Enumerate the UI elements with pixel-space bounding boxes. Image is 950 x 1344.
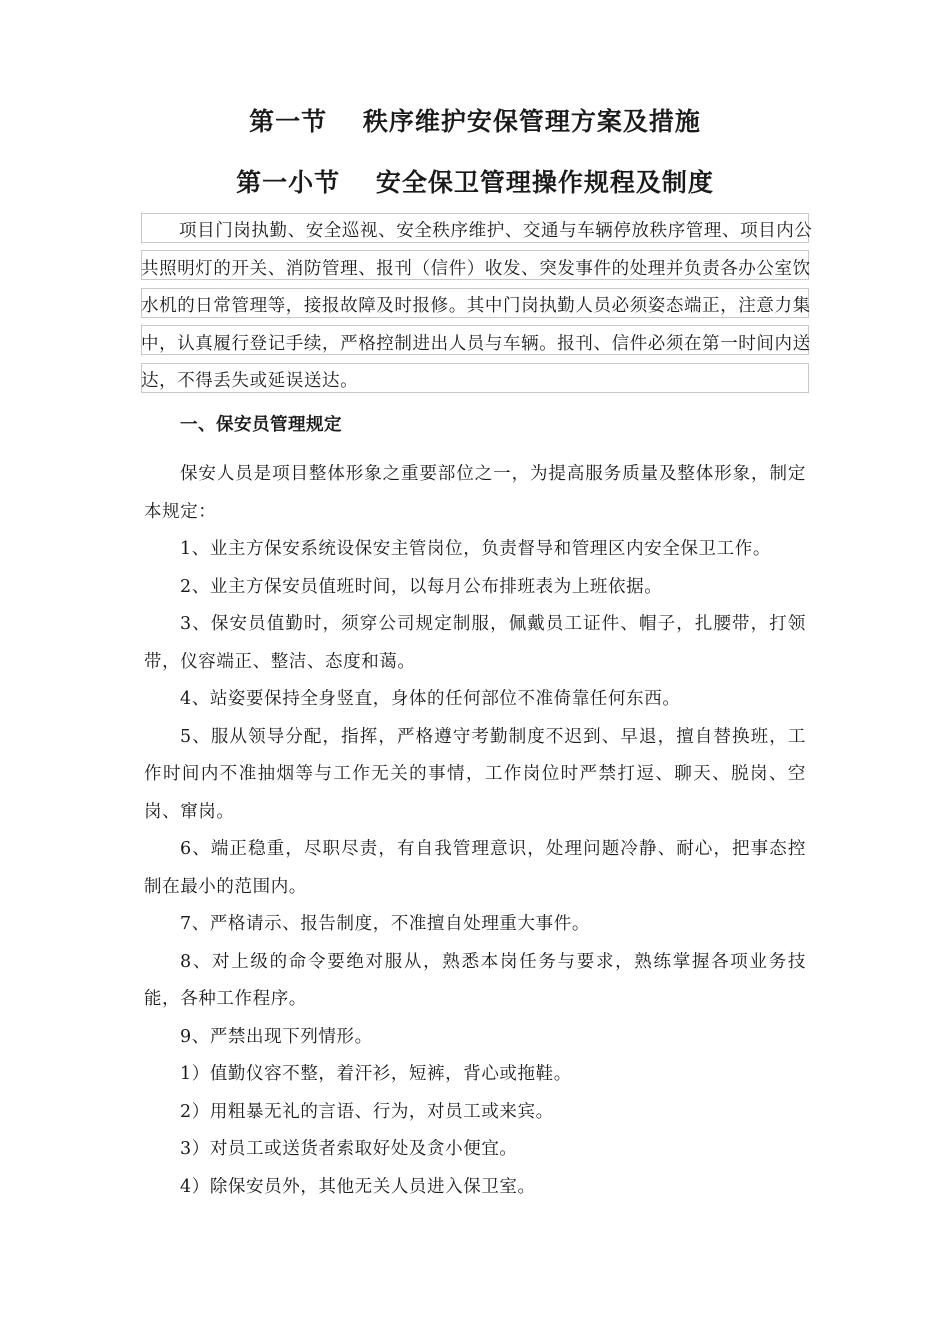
intro-text-box [141,213,813,393]
rule-item: 4、站姿要保持全身竖直，身体的任何部位不准倚靠任何东西。 [180,689,681,709]
rule-item: 1、业主方保安系统设保安主管岗位，负责督导和管理区内安全保卫工作。 [180,539,771,559]
rules-body [144,456,806,1206]
rule-item: 7、严格请示、报告制度，不准擅自处理重大事件。 [180,914,590,934]
rule-item: 8、对上级的命令要绝对服从，熟悉本岗任务与要求，熟练掌握各项业务技能，各种工作程序。 [144,951,806,1009]
rule-item: 9、严禁出现下列情形。 [180,1026,373,1047]
section-heading: 一、保安员管理规定 [180,415,342,435]
rule-item: 2、业主方保安员值班时间，以每月公布排班表为上班依据。 [180,576,663,597]
subsection-title: 第一小节 安全保卫管理操作规程及制度 [236,168,714,197]
intro-paragraph: 项目门岗执勤、安全巡视、安全秩序维护、交通与车辆停放秩序管理、项目内公共照明灯的开关、消防管理、报刊（信件）收发、突发事件的处理并负责各办公室饮水机的日常管理等，接报故障及时报修。其中门岗执勤人员必须姿态端正，注意力集中，认真履行登记手续，严格控制进出人员与车辆。报刊、信件必须在第一时间内送达，不得丢失或延误送达。 [141,221,813,391]
rule-item: 3、保安员值勤时，须穿公司规定制服，佩戴员工证件、帽子，扎腰带，打领带，仪容端正、整洁、态度和蔼。 [144,614,806,672]
sub-rule-item: 1）值勤仪容不整，着汗衫，短裤，背心或拖鞋。 [180,1064,572,1084]
section-title: 第一节 秩序维护安保管理方案及措施 [249,107,701,136]
sub-rule-item: 2）用粗暴无礼的言语、行为，对员工或来宾。 [180,1101,554,1122]
sub-rule-item: 3）对员工或送货者索取好处及贪小便宜。 [180,1139,518,1159]
rule-item: 6、端正稳重，尽职尽责，有自我管理意识，处理问题冷静、耐心，把事态控制在最小的范围内。 [144,839,806,897]
rule-item: 5、服从领导分配，指挥，严格遵守考勤制度不迟到、早退，擅自替换班，工作时间内不准抽烟等与工作无关的事情，工作岗位时严禁打逗、聊天、脱岗、空岗、窜岗。 [144,726,806,822]
sub-rule-item: 4）除保安员外，其他无关人员进入保卫室。 [180,1176,536,1197]
paragraph-preamble: 保安人员是项目整体形象之重要部位之一，为提高服务质量及整体形象，制定本规定： [144,464,806,522]
